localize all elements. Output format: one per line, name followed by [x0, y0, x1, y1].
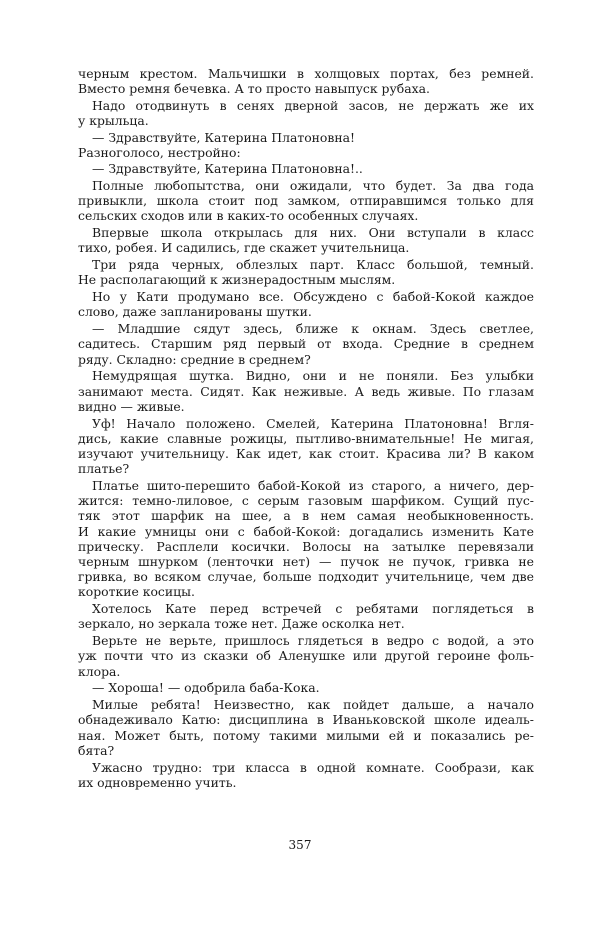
text-line: занимают места. Сидят. Как неживые. А ведь живые. По глазам	[78, 383, 534, 399]
text-line: Хотелось Кате перед встречей с ребятами поглядеться в	[92, 601, 534, 617]
text-line: Платье шито-перешито бабой-Кокой из старого, а ничего, дер-	[92, 478, 534, 493]
text-line: сельских сходов или в каких-то особенных случаях.	[78, 208, 419, 224]
text-line: клора.	[78, 663, 121, 679]
text-line: тихо, робея. И садились, где скажет учительница.	[78, 240, 410, 256]
text-line: короткие косицы.	[78, 584, 195, 600]
text-line: — Здравствуйте, Катерина Платоновна!..	[92, 161, 363, 177]
text-line: дись, какие славные рожицы, пытливо-внимательные! Не мигая,	[78, 430, 534, 446]
text-line: слово, даже запланированы шутки.	[78, 304, 312, 320]
text-line: Милые ребята! Неизвестно, как пойдет дальше, а начало	[92, 697, 534, 713]
text-line: — Здравствуйте, Катерина Платоновна!	[92, 130, 355, 145]
text-line: платье?	[78, 461, 130, 477]
text-line: тяк этот шарфик на шее, а в нем самая необыкновенность.	[78, 508, 534, 524]
text-line: изучают учительницу. Как идет, как стоит. Красива ли? В каком	[78, 446, 534, 461]
text-line: их одновременно учить.	[78, 774, 237, 790]
text-line: Ужасно трудно: три класса в одной комнате. Сообрази, как	[92, 759, 534, 775]
text-line: Полные любопытства, они ожидали, что будет. За два года	[92, 178, 534, 193]
text-line: черным крестом. Мальчишки в холщовых портах, без ремней.	[78, 66, 534, 81]
text-line: — Хороша! — одобрила баба-Кока.	[92, 680, 320, 696]
text-line: — Младшие сядут здесь, ближе к окнам. Здесь светлее,	[92, 321, 534, 337]
text-line: уж почти что из сказки об Аленушке или другой героине фоль-	[78, 648, 534, 664]
text-line: бята?	[78, 742, 115, 758]
text-line: Но у Кати продумано все. Обсуждено с бабой-Кокой каждое	[92, 289, 534, 305]
text-line: у крыльца.	[78, 113, 149, 129]
text-line: зеркало, но зеркала тоже нет. Даже осколка нет.	[78, 616, 405, 632]
page-number: 357	[288, 838, 312, 852]
text-line: Уф! Начало положено. Смелей, Катерина Платоновна! Вгля-	[92, 415, 534, 431]
text-line: И какие умницы они с бабой-Кокой: догадались изменить Кате	[78, 523, 534, 539]
text-line: обнадеживало Катю: дисциплина в Иваньковской школе идеаль-	[78, 712, 534, 728]
text-line: Вместо ремня бечевка. А то просто навыпуск рубаха.	[78, 81, 430, 97]
text-line: Верьте не верьте, пришлось глядеться в ведро с водой, а это	[92, 633, 534, 649]
text-line: видно — живые.	[78, 398, 185, 414]
text-line: Три ряда черных, облезлых парт. Класс большой, темный.	[92, 257, 534, 273]
text-line: гривка, во всяком случае, больше подходит учительнице, чем две	[78, 569, 534, 585]
text-line: прическу. Расплели косички. Волосы на затылке перевязали	[78, 538, 534, 554]
text-line: Впервые школа открылась для них. Они вступали в класс	[92, 225, 534, 241]
text-line: Не располагающий к жизнерадостным мыслям.	[78, 272, 396, 288]
text-line: Немудрящая шутка. Видно, они и не поняли. Без улыбки	[92, 368, 534, 384]
text-line: ная. Может быть, потому такими милыми ей и показались ре-	[78, 727, 534, 743]
text-line: Надо отодвинуть в сенях дверной засов, не держать же их	[92, 98, 534, 113]
text-line: ряду. Складно: средние в среднем?	[78, 351, 311, 367]
text-line: жится: темно-лиловое, с серым газовым шарфиком. Сущий пус-	[78, 493, 534, 509]
text-line: черным шнурком (ленточки нет) — пучок не пучок, гривка не	[78, 554, 534, 569]
text-line: привыкли, школа стоит под замком, отпиравшимся только для	[78, 193, 534, 209]
text-line: Разноголосо, нестройно:	[78, 145, 241, 161]
text-line: садитесь. Старшим ряд первый от входа. Средние в среднем	[78, 336, 534, 352]
